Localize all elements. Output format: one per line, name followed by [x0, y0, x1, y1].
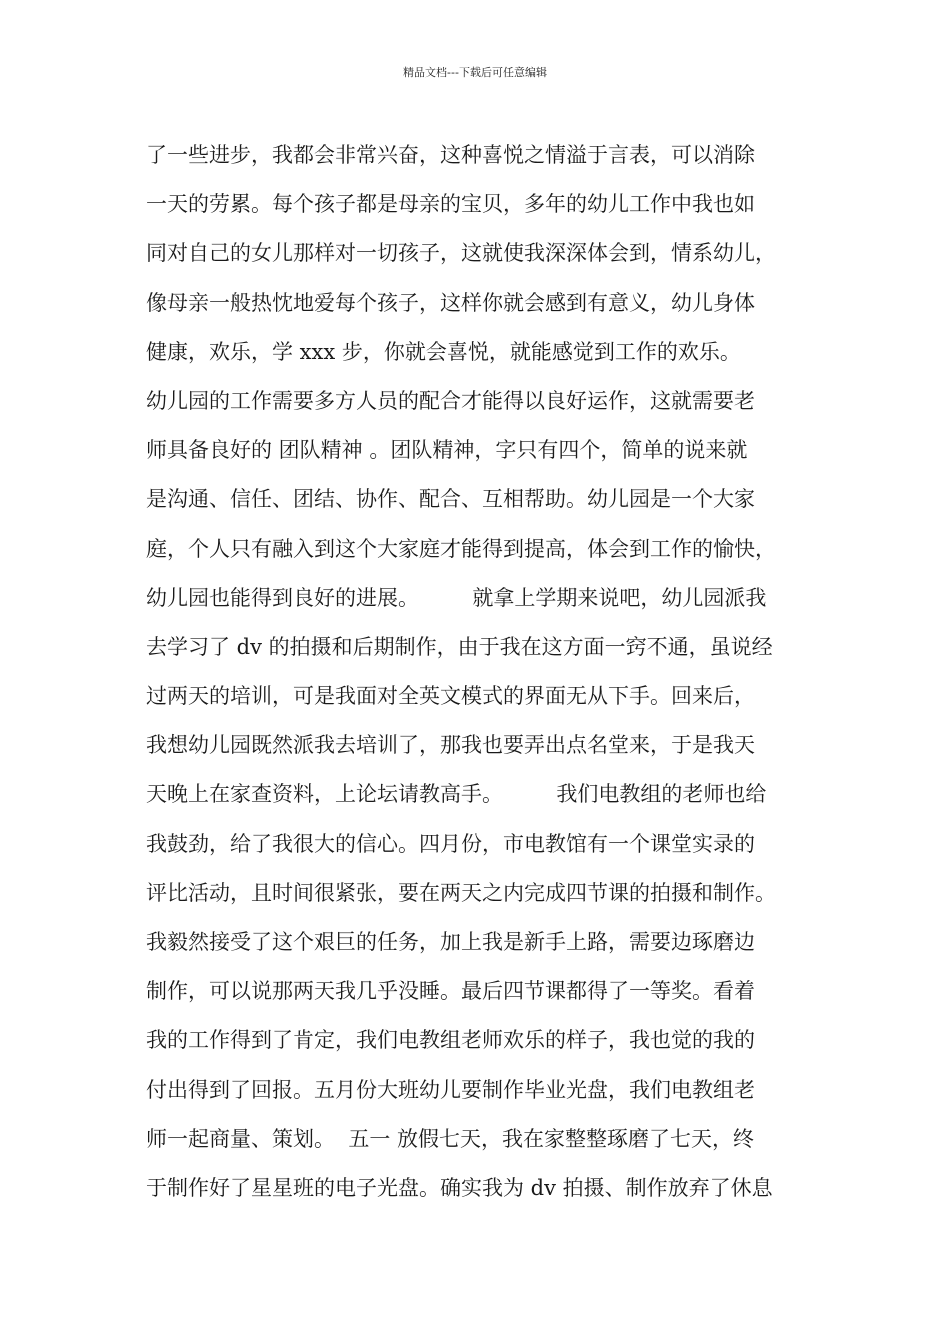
text-line: 同对自己的女儿那样对一切孩子，这就使我深深体会到，情系幼儿，	[146, 241, 776, 266]
page-header: 精品文档---下载后可任意编辑	[403, 66, 547, 79]
text-line: 师一起商量、策划。 五一 放假七天，我在家整整琢磨了七天，终	[146, 1126, 755, 1151]
text-line: 幼儿园的工作需要多方人员的配合才能得以良好运作，这就需要老	[146, 388, 755, 413]
text-line: 师具备良好的 团队精神 。团队精神，字只有四个，简单的说来就	[146, 438, 748, 463]
text-line: 天晚上在家查资料，上论坛请教高手。 我们电教组的老师也给	[146, 782, 767, 807]
text-line: 是沟通、信任、团结、协作、配合、互相帮助。幼儿园是一个大家	[146, 487, 755, 512]
text-line: 评比活动，且时间很紧张，要在两天之内完成四节课的拍摄和制作。	[146, 880, 776, 905]
text-line: 像母亲一般热忱地爱每个孩子，这样你就会感到有意义，幼儿身体	[146, 290, 755, 315]
text-line: 我毅然接受了这个艰巨的任务，加上我是新手上路，需要边琢磨边	[146, 930, 755, 954]
text-line: 了一些进步，我都会非常兴奋，这种喜悦之情溢于言表，可以消除	[146, 143, 755, 167]
text-line: 庭，个人只有融入到这个大家庭才能得到提高，体会到工作的愉快，	[146, 536, 776, 561]
text-line: 一天的劳累。每个孩子都是母亲的宝贝，多年的幼儿工作中我也如	[146, 192, 755, 217]
text-line: 过两天的培训，可是我面对全英文模式的界面无从下手。回来后，	[146, 684, 755, 709]
text-line: 于制作好了星星班的电子光盘。确实我为 dv 拍摄、制作放弃了休息	[146, 1175, 773, 1200]
text-line: 制作，可以说那两天我几乎没睡。最后四节课都得了一等奖。看着	[146, 979, 755, 1004]
body-text	[146, 131, 826, 1213]
text-line: 去学习了 dv 的拍摄和后期制作，由于我在这方面一窍不通，虽说经	[146, 634, 773, 659]
text-line: 幼儿园也能得到良好的进展。 就拿上学期来说吧，幼儿园派我	[146, 585, 767, 610]
text-line: 我想幼儿园既然派我去培训了，那我也要弄出点名堂来，于是我天	[146, 733, 755, 758]
text-line: 付出得到了回报。五月份大班幼儿要制作毕业光盘，我们电教组老	[146, 1077, 755, 1102]
text-line: 健康，欢乐，学 xxx 步，你就会喜悦，就能感觉到工作的欢乐。	[146, 339, 741, 364]
text-line: 我的工作得到了肯定，我们电教组老师欢乐的样子，我也觉的我的	[146, 1028, 755, 1053]
text-line: 我鼓劲，给了我很大的信心。四月份，市电教馆有一个课堂实录的	[146, 831, 755, 856]
